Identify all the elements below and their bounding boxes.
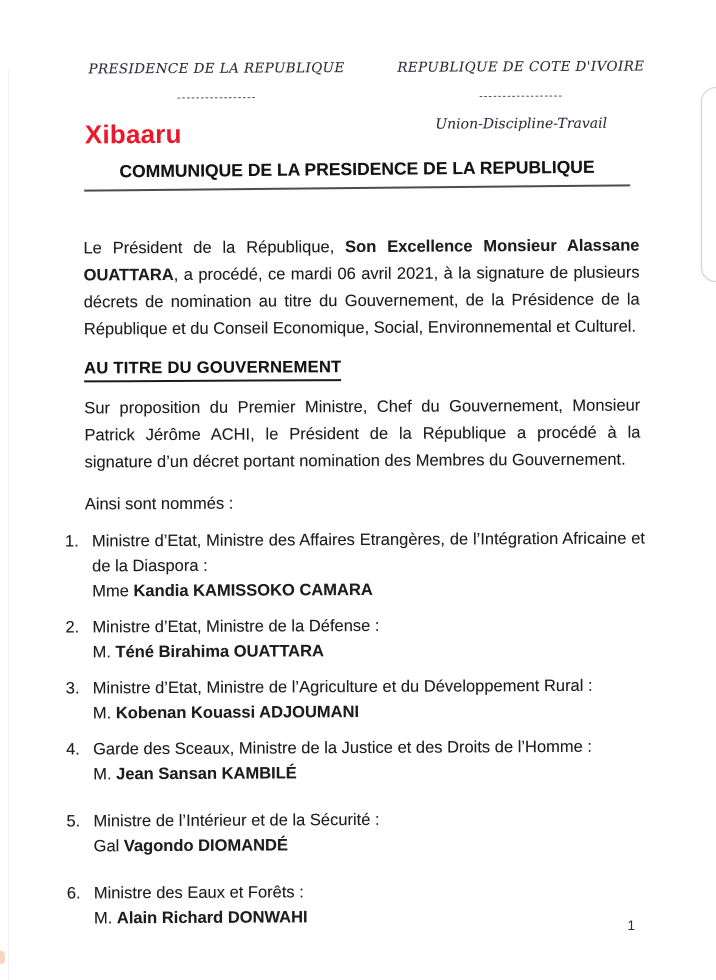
appointment-item bbox=[65, 527, 645, 605]
intro-paragraph bbox=[83, 233, 640, 344]
appointment-number: 3. bbox=[65, 679, 80, 698]
scan-corner-artifact bbox=[0, 951, 5, 964]
appointment-role: Ministre des Eaux et Forêts : bbox=[93, 883, 304, 903]
appointment-item bbox=[66, 734, 646, 787]
appointment-number: 4. bbox=[66, 740, 80, 759]
section-paragraph: Sur proposition du Premier Ministre, Chef du Gouvernement, Monsieur Patrick Jérôme ACHI, le Président de la République a procédé à la signature d’un décret portant nomination des Membres du Gouvernement. bbox=[84, 396, 641, 472]
appointment-number: 6. bbox=[66, 884, 81, 903]
appointment-item bbox=[66, 673, 646, 726]
appointment-role: Ministre de l’Intérieur et de la Sécurité : bbox=[93, 810, 380, 831]
letterhead-left-divider-dashes: ----------------- bbox=[177, 91, 257, 104]
appointment-number: 5. bbox=[66, 812, 81, 831]
intro-text-after: , a procédé, ce mardi 06 avril 2021, à la signature de plusieurs décrets de nomination au titre du Gouvernement, de la Présidence de la République et du Conseil Economique, Social, Environnemental et Culturel. bbox=[83, 263, 640, 339]
appointment-title-prefix: M. bbox=[93, 909, 117, 928]
appointment-title-prefix: M. bbox=[93, 765, 117, 784]
list-intro: Ainsi sont nommés : bbox=[84, 494, 234, 514]
letterhead-right-title: REPUBLIQUE DE COTE D'IVOIRE bbox=[397, 58, 645, 76]
appointment-name: Kandia KAMISSOKO CAMARA bbox=[133, 580, 373, 601]
appointments-list bbox=[65, 527, 647, 932]
title-underline bbox=[84, 156, 630, 191]
page-number: 1 bbox=[627, 918, 635, 933]
appointment-name: Jean Sansan KAMBILÉ bbox=[116, 764, 297, 784]
appointment-name: Kobenan Kouassi ADJOUMANI bbox=[115, 702, 360, 723]
appointment-item bbox=[65, 612, 645, 665]
xibaaru-watermark: Xibaaru bbox=[84, 118, 182, 150]
appointment-number: 2. bbox=[65, 618, 80, 637]
appointment-title-prefix: Gal bbox=[93, 837, 124, 856]
scan-edge-artifact bbox=[8, 70, 9, 980]
appointment-role: Ministre d’Etat, Ministre de l’Agriculture et du Développement Rural : bbox=[92, 676, 593, 698]
president-name-bold: Son Excellence Monsieur Alassane OUATTARA bbox=[83, 236, 640, 285]
appointment-name: Vagondo DIOMANDÉ bbox=[123, 836, 288, 856]
appointment-role: Ministre d’Etat, Ministre des Affaires Etrangères, de l’Intégration Africaine et de la Diaspora : bbox=[91, 529, 646, 576]
scrollbar-thumb[interactable] bbox=[701, 87, 716, 282]
section-heading-row bbox=[84, 356, 716, 382]
appointment-title-prefix: M. bbox=[92, 704, 116, 723]
appointment-title-prefix: M. bbox=[92, 643, 116, 662]
letterhead-left-title: PRESIDENCE DE LA REPUBLIQUE bbox=[88, 60, 345, 78]
appointment-title-prefix: Mme bbox=[92, 582, 134, 601]
letterhead-right bbox=[397, 58, 645, 132]
document-title: COMMUNIQUE DE LA PRESIDENCE DE LA REPUBLIQUE bbox=[119, 156, 595, 182]
national-motto: Union-Discipline-Travail bbox=[435, 115, 608, 133]
appointment-role: Garde des Sceaux, Ministre de la Justice et des Droits de l’Homme : bbox=[93, 737, 593, 759]
appointment-number: 1. bbox=[64, 532, 79, 551]
intro-text-before: Le Président de la République, bbox=[83, 238, 346, 258]
appointment-role: Ministre d’Etat, Ministre de la Défense : bbox=[92, 616, 380, 637]
letterhead bbox=[0, 0, 715, 135]
appointment-name: Téné Birahima OUATTARA bbox=[115, 642, 324, 662]
letterhead-right-divider-dashes: ------------------ bbox=[479, 89, 564, 103]
appointment-item bbox=[66, 806, 646, 859]
section-heading: AU TITRE DU GOUVERNEMENT bbox=[84, 358, 342, 382]
appointment-name: Alain Richard DONWAHI bbox=[116, 908, 308, 928]
appointment-item bbox=[67, 878, 647, 931]
